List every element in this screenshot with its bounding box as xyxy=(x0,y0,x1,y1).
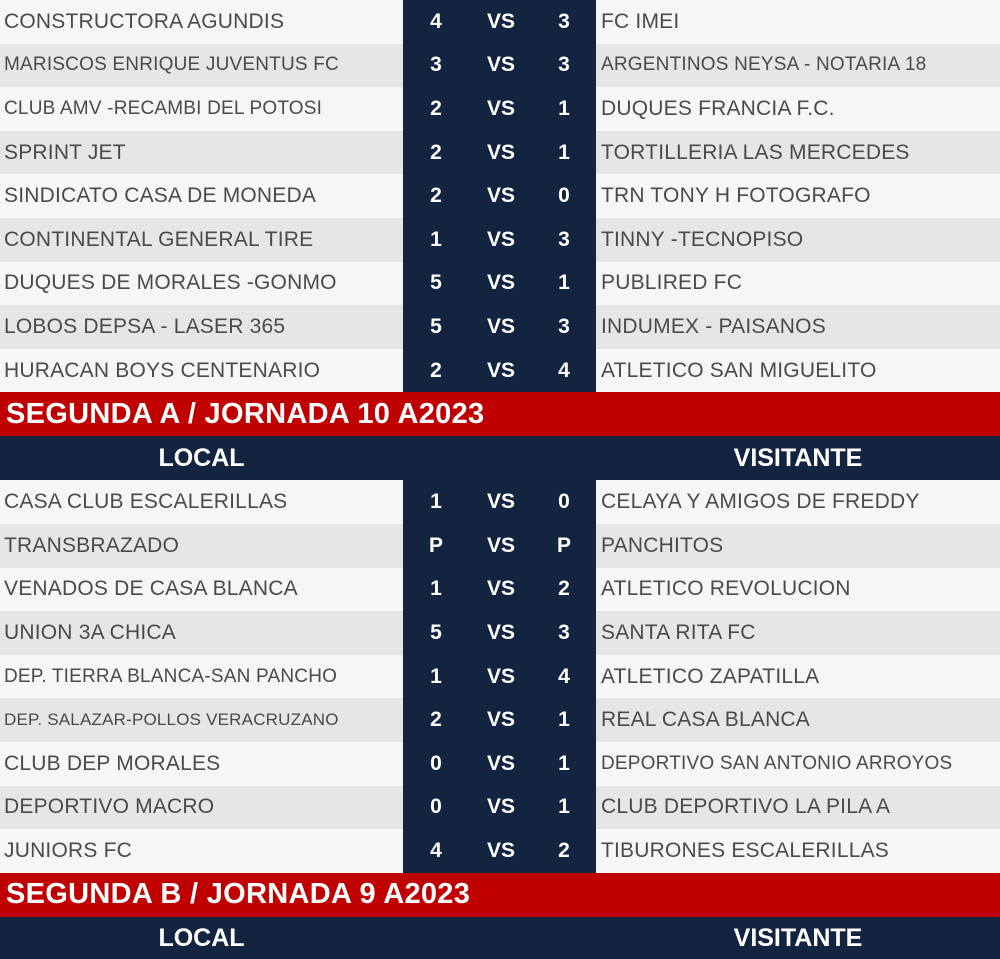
home-score: 1 xyxy=(430,227,442,251)
visitor-team: REAL CASA BLANCA xyxy=(601,708,811,732)
visitor-team: DUQUES FRANCIA F.C. xyxy=(601,96,835,120)
match-row xyxy=(0,480,1000,524)
score-box xyxy=(403,174,596,218)
match-row xyxy=(0,786,1000,830)
score-box xyxy=(403,524,596,568)
away-score: 2 xyxy=(558,577,570,601)
vs-label: VS xyxy=(486,140,515,164)
away-score: 1 xyxy=(558,708,570,732)
away-score: 3 xyxy=(558,9,570,33)
vs-label: VS xyxy=(486,533,515,557)
home-score: 2 xyxy=(430,358,442,382)
visitor-team: FC IMEI xyxy=(601,9,680,33)
score-box xyxy=(403,305,596,349)
visitor-team: CELAYA Y AMIGOS DE FREDDY xyxy=(601,490,920,514)
local-header: LOCAL xyxy=(158,443,245,472)
score-box xyxy=(403,786,596,830)
home-score: 0 xyxy=(430,751,442,775)
home-score: P xyxy=(428,533,443,557)
home-score: 1 xyxy=(430,490,442,514)
local-team: CLUB AMV -RECAMBI DEL POTOSI xyxy=(4,97,323,119)
match-row xyxy=(0,829,1000,873)
away-score: 0 xyxy=(558,184,570,208)
vs-label: VS xyxy=(486,795,515,819)
local-team: DEP. SALAZAR-POLLOS VERACRUZANO xyxy=(4,710,339,730)
local-team: HURACAN BOYS CENTENARIO xyxy=(4,358,321,382)
score-box xyxy=(403,0,596,44)
home-score: 3 xyxy=(430,53,442,77)
vs-label: VS xyxy=(486,9,515,33)
match-row xyxy=(0,524,1000,568)
visitor-team: INDUMEX - PAISANOS xyxy=(601,314,826,338)
score-box xyxy=(403,349,596,393)
away-score: 1 xyxy=(558,795,570,819)
visitor-header: VISITANTE xyxy=(733,443,863,472)
local-team: TRANSBRAZADO xyxy=(4,533,180,557)
score-box xyxy=(403,698,596,742)
home-score: 2 xyxy=(430,140,442,164)
vs-label: VS xyxy=(486,227,515,251)
local-team: SINDICATO CASA DE MONEDA xyxy=(4,184,317,208)
results-block-segunda-a xyxy=(0,480,1000,872)
home-score: 1 xyxy=(430,577,442,601)
visitor-team: ATLETICO REVOLUCION xyxy=(601,577,851,601)
home-score: 2 xyxy=(430,184,442,208)
vs-label: VS xyxy=(486,751,515,775)
score-box xyxy=(403,742,596,786)
local-team: DEPORTIVO MACRO xyxy=(4,795,215,819)
local-team: VENADOS DE CASA BLANCA xyxy=(4,577,298,601)
away-score: 1 xyxy=(558,271,570,295)
score-box xyxy=(403,262,596,306)
local-team: UNION 3A CHICA xyxy=(4,620,176,644)
match-row xyxy=(0,131,1000,175)
match-row xyxy=(0,655,1000,699)
local-team: MARISCOS ENRIQUE JUVENTUS FC xyxy=(4,54,339,76)
away-score: 3 xyxy=(558,53,570,77)
match-row xyxy=(0,262,1000,306)
match-row xyxy=(0,568,1000,612)
score-box xyxy=(403,480,596,524)
visitor-team: TINNY -TECNOPISO xyxy=(601,227,804,251)
visitor-team: TORTILLERIA LAS MERCEDES xyxy=(601,140,910,164)
visitor-team: ATLETICO ZAPATILLA xyxy=(601,664,820,688)
away-score: 3 xyxy=(558,620,570,644)
visitor-team: DEPORTIVO SAN ANTONIO ARROYOS xyxy=(601,752,953,774)
vs-label: VS xyxy=(486,53,515,77)
local-team: DUQUES DE MORALES -GONMO xyxy=(4,271,337,295)
local-team: SPRINT JET xyxy=(4,140,126,164)
away-score: 3 xyxy=(558,227,570,251)
vs-label: VS xyxy=(486,314,515,338)
match-row xyxy=(0,742,1000,786)
away-score: 0 xyxy=(558,490,570,514)
local-team: DEP. TIERRA BLANCA-SAN PANCHO xyxy=(4,665,338,687)
score-box xyxy=(403,611,596,655)
away-score: P xyxy=(556,533,571,557)
match-row xyxy=(0,44,1000,88)
local-team: CASA CLUB ESCALERILLAS xyxy=(4,490,288,514)
home-score: 1 xyxy=(430,664,442,688)
match-row xyxy=(0,174,1000,218)
vs-label: VS xyxy=(486,184,515,208)
vs-label: VS xyxy=(486,577,515,601)
match-row xyxy=(0,698,1000,742)
local-header: LOCAL xyxy=(158,924,245,953)
visitor-team: ARGENTINOS NEYSA - NOTARIA 18 xyxy=(601,54,927,76)
away-score: 3 xyxy=(558,314,570,338)
score-box xyxy=(403,655,596,699)
column-header-segunda-a xyxy=(0,436,1000,480)
visitor-team: ATLETICO SAN MIGUELITO xyxy=(601,358,877,382)
away-score: 2 xyxy=(558,838,570,862)
vs-label: VS xyxy=(486,838,515,862)
away-score: 4 xyxy=(558,664,570,688)
vs-label: VS xyxy=(486,490,515,514)
results-block-1 xyxy=(0,0,1000,392)
home-score: 2 xyxy=(430,708,442,732)
vs-label: VS xyxy=(486,664,515,688)
local-team: CONSTRUCTORA AGUNDIS xyxy=(4,9,285,33)
away-score: 4 xyxy=(558,358,570,382)
home-score: 0 xyxy=(430,795,442,819)
home-score: 5 xyxy=(430,620,442,644)
home-score: 5 xyxy=(430,271,442,295)
vs-label: VS xyxy=(486,358,515,382)
score-box xyxy=(403,87,596,131)
visitor-header: VISITANTE xyxy=(733,924,863,953)
local-team: CONTINENTAL GENERAL TIRE xyxy=(4,227,314,251)
vs-label: VS xyxy=(486,708,515,732)
match-row xyxy=(0,0,1000,44)
visitor-team: TIBURONES ESCALERILLAS xyxy=(601,838,889,862)
vs-label: VS xyxy=(486,271,515,295)
visitor-team: CLUB DEPORTIVO LA PILA A xyxy=(601,795,891,819)
match-row xyxy=(0,611,1000,655)
away-score: 1 xyxy=(558,96,570,120)
away-score: 1 xyxy=(558,140,570,164)
vs-label: VS xyxy=(486,620,515,644)
home-score: 2 xyxy=(430,96,442,120)
local-team: LOBOS DEPSA - LASER 365 xyxy=(4,314,286,338)
home-score: 4 xyxy=(430,9,442,33)
home-score: 4 xyxy=(430,838,442,862)
score-box xyxy=(403,131,596,175)
score-box xyxy=(403,829,596,873)
match-row xyxy=(0,349,1000,393)
local-team: CLUB DEP MORALES xyxy=(4,751,221,775)
score-box xyxy=(403,44,596,88)
visitor-team: PUBLIRED FC xyxy=(601,271,743,295)
section-title-segunda-b: SEGUNDA B / JORNADA 9 A2023 xyxy=(0,873,1000,917)
home-score: 5 xyxy=(430,314,442,338)
match-row xyxy=(0,218,1000,262)
score-box xyxy=(403,218,596,262)
match-row xyxy=(0,305,1000,349)
visitor-team: TRN TONY H FOTOGRAFO xyxy=(601,184,871,208)
visitor-team: SANTA RITA FC xyxy=(601,620,756,644)
score-box xyxy=(403,568,596,612)
match-row xyxy=(0,87,1000,131)
column-header-segunda-b xyxy=(0,917,1000,959)
local-team: JUNIORS FC xyxy=(4,838,132,862)
visitor-team: PANCHITOS xyxy=(601,533,724,557)
section-title-segunda-a: SEGUNDA A / JORNADA 10 A2023 xyxy=(0,392,1000,436)
vs-label: VS xyxy=(486,96,515,120)
away-score: 1 xyxy=(558,751,570,775)
